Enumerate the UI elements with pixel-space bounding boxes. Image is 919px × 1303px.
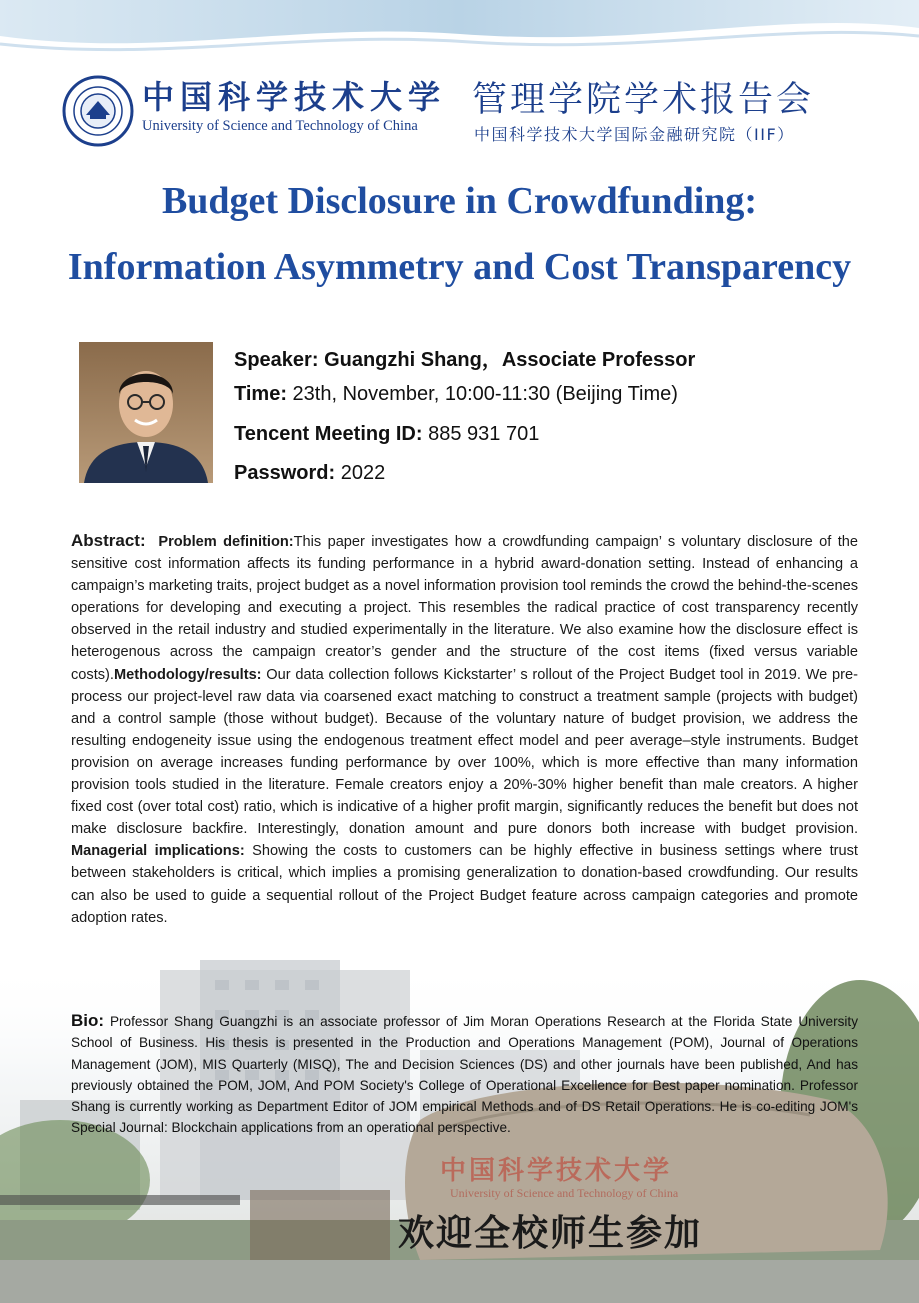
university-seal-logo xyxy=(62,75,134,147)
speaker-line xyxy=(234,343,695,372)
header-wave-decoration xyxy=(0,0,919,70)
time-value: 23th, November, 10:00-11:30 (Beijing Time) xyxy=(292,383,678,405)
header xyxy=(0,70,919,160)
talk-title-line2: Information Asymmetry and Cost Transparency xyxy=(67,246,852,288)
meeting-line xyxy=(234,423,539,446)
talk-title-line1: Budget Disclosure in Crowdfunding: xyxy=(161,180,758,222)
meeting-id-label: Tencent Meeting ID: xyxy=(234,423,423,445)
speaker-name: Guangzhi Shang，Associate Professor xyxy=(324,349,696,371)
password-line xyxy=(234,462,385,485)
stone-engraving-en: University of Science and Technology of China xyxy=(450,1186,679,1200)
password-value: 2022 xyxy=(340,462,386,484)
welcome-banner: 欢迎全校师生参加 xyxy=(398,1212,703,1254)
event-organizer: 中国科学技术大学国际金融研究院（IIF） xyxy=(474,125,795,144)
abstract-implications-label: Managerial implications: xyxy=(71,843,245,860)
abstract-problem-text: This paper investigates how a crowdfunding campaign’ s voluntary disclosure of the sensitive cost information affects its funding performance in a hybrid award-donation setting. Instead of enhancing a campaign’s marketing traits, project budget as a novel information provision tool reminds the crowd the behind-the-scenes operations for developing and executing a project. This resembles the radical practice of cost transparency recently observed in the retail industry and studied experimentally in the literature. We also examine how the disclosure effect is heterogenous across the campaign creator’s gender and the structure of the cost items (fixed versus variable costs). xyxy=(71,534,858,683)
abstract-methodology-text: Our data collection follows Kickstarter’ s rollout of the Project Budget tool in 2019. We pre-process our project-level raw data via coarsened exact matching to construct a treatment sample (projects with budget) and a control sample (those without budget). Because of the voluntary nature of budget provision, we address the resulting endogeneity issue using the endogenous treatment effect model and peer average–style instruments. Budget provision on average increases funding performance by over 100%, which is more effective than many information provision tools studied in the literature. Female creators enjoy a 20%-30% higher benefit than male creators. A higher fixed cost (over total cost) ratio, which is indicative of a higher profit margin, significantly reduces the benefit but does not make disclosure backfire. Interestingly, donation amount and pure donors both increase with budget provision. xyxy=(71,666,858,838)
password-label: Password: xyxy=(234,462,336,484)
abstract-implications-text: Showing the costs to customers can be highly effective in business settings where trust between stakeholders is critical, which implies a promising generalization to donation-based crowdfunding. Our results can also be used to guide a sequential rollout of the Project Budget feature across campaign categories and promote adoption rates. xyxy=(71,843,858,926)
bio-label: Bio: xyxy=(71,1011,105,1030)
abstract-problem-label: Problem definition: xyxy=(158,534,294,550)
bio-text: Professor Shang Guangzhi is an associate professor of Jim Moran Operations Research at the Florida State University School of Business. His thesis is presented in the Production and Operations Management (POM), Journal of Operations Management (JOM), MIS Quarterly (MISQ), The and Decision Sciences (DS) and other journals have been published, And has previously obtained the POM, JOM, And POM Society's College of Operational Excellence for Best paper nomination. Professor Shang is currently working as Department Editor of JOM empirical Methods and of DS Retail Operations. He is co-editing JOM's Special Journal: Blockchain applications from an operational perspective. xyxy=(71,1014,858,1136)
stone-engraving-cn: 中国科学技术大学 xyxy=(440,1156,673,1186)
abstract-section xyxy=(71,530,858,929)
time-label: Time: xyxy=(234,383,287,405)
meeting-id-value: 885 931 701 xyxy=(428,423,540,445)
university-name-cn: 中国科学技术大学 xyxy=(142,78,447,116)
university-name-en: University of Science and Technology of China xyxy=(142,118,418,134)
abstract-label: Abstract: xyxy=(71,531,146,550)
event-title-cn: 管理学院学术报告会 xyxy=(472,80,815,120)
speaker-label: Speaker: xyxy=(234,349,319,371)
speaker-photo xyxy=(79,342,213,483)
abstract-methodology-label: Methodology/results: xyxy=(113,666,262,683)
time-line xyxy=(234,383,678,406)
bio-section xyxy=(71,1010,858,1139)
